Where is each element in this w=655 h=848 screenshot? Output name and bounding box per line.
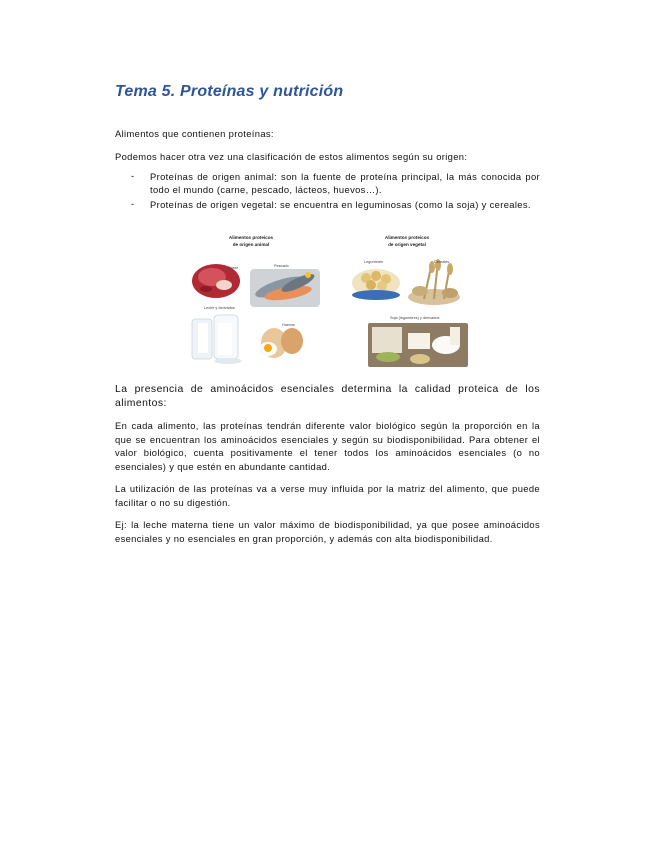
paragraph-essential-aminoacids: La presencia de aminoácidos esenciales determina la calidad proteica de los alimentos: (115, 384, 540, 409)
paragraph-intro: Alimentos que contienen proteínas: (115, 128, 274, 139)
label-soja: Soja (legumbres) y derivados (390, 316, 440, 320)
label-carne: Carne (228, 266, 239, 270)
vegetal-caption-line2: de origen vegetal (388, 242, 426, 247)
legumes-image (352, 269, 400, 300)
paragraph-classification: Podemos hacer otra vez una clasificación de estos alimentos según su origen: (115, 151, 468, 162)
label-huevos: Huevos (282, 323, 295, 327)
fish-image (250, 269, 320, 307)
cereals-image (408, 259, 460, 305)
protein-foods-figure (188, 233, 473, 369)
label-cereales: Cereales (434, 260, 450, 264)
label-leche: Leche y derivados (204, 306, 235, 310)
label-pescado: Pescado (274, 264, 289, 268)
bullet-vegetal: Proteínas de origen vegetal: se encuentra en leguminosas (como la soja) y cereales. (150, 199, 531, 210)
bullet-marker: - (131, 170, 135, 181)
paragraph-biological-value: En cada alimento, las proteínas tendrán diferente valor biológico según la proporción en la que se encuentran los aminoácidos esenciales y según su biodisponibilidad. Para obtener el valor biológico, cuenta positivamente el tener todos los aminoácidos esenciales (o no esenciales) y que estén en abundante cantidad. (115, 420, 540, 472)
eggs-image (259, 328, 303, 358)
page-title: Tema 5. Proteínas y nutrición (115, 83, 344, 100)
vegetal-caption-line1: Alimentos proteicos (384, 235, 430, 240)
animal-caption-line1: Alimentos proteicos (228, 235, 274, 240)
soy-image (368, 323, 468, 367)
label-legumbres: Legumbres (364, 260, 383, 264)
animal-caption-line2: de origen animal (232, 242, 270, 247)
milk-image (192, 315, 242, 364)
paragraph-food-matrix: La utilización de las proteínas va a verse muy influida por la matriz del alimento, que puede facilitar o no su digestión. (115, 483, 540, 508)
bullet-animal: Proteínas de origen animal: son la fuente de proteína principal, la más conocida por todo el mundo (carne, pescado, lácteos, huevos…). (150, 171, 540, 196)
protein-foods-illustration (188, 233, 473, 369)
bullet-marker: - (131, 198, 135, 209)
paragraph-example: Ej: la leche materna tiene un valor máximo de biodisponibilidad, ya que posee aminoácidos esenciales y no esenciales en gran proporción, y además con alta biodisponibilidad. (115, 519, 540, 544)
